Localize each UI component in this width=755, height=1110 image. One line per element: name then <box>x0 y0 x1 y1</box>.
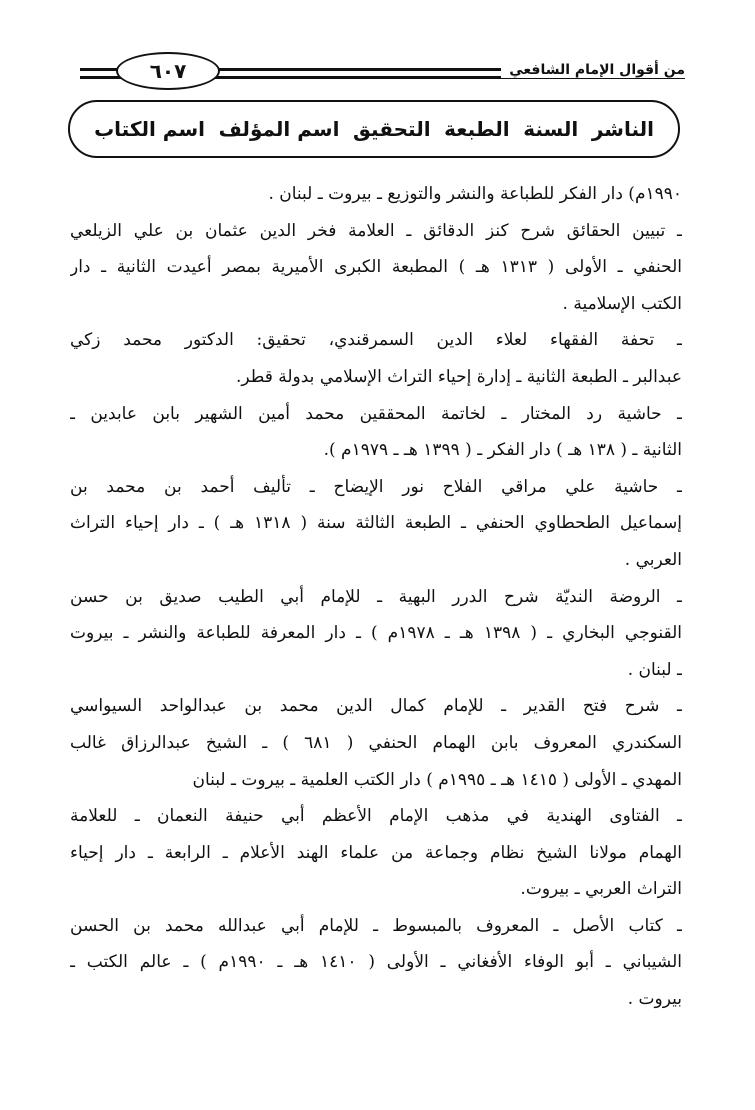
page-number: ٦٠٧ <box>116 52 220 90</box>
bibliography-entry <box>70 798 682 908</box>
bibliography-entry <box>70 176 682 213</box>
bibliography-entry <box>70 213 682 323</box>
entry-line: ـ تبيين الحقائق شرح كنز الدقائق ـ العلامة فخر الدين عثمان بن علي الزيلعي <box>70 220 682 241</box>
bibliography-list <box>70 176 682 1018</box>
entry-line: ـ تحفة الفقهاء لعلاء الدين السمرقندي، تحقيق: الدكتور محمد زكي <box>70 330 682 351</box>
column-book-title: اسم الكتاب <box>94 117 205 141</box>
column-edition: الطبعة <box>444 117 510 141</box>
column-editor: التحقيق <box>353 117 431 141</box>
columns-header <box>68 100 680 158</box>
bibliography-entry <box>70 688 682 798</box>
entry-line: الحنفي ـ الأولى ( ١٣١٣ هـ ) المطبعة الكبرى الأميرية بمصر أعيدت الثانية ـ دار <box>70 257 682 278</box>
column-publisher: الناشر <box>591 117 654 141</box>
bibliography-entry <box>70 396 682 469</box>
entry-line: الشيباني ـ أبو الوفاء الأفغاني ـ الأولى ( ١٤١٠ هـ ـ ١٩٩٠م ) ـ عالم الكتب ـ <box>70 952 682 973</box>
entry-line: ـ الفتاوى الهندية في مذهب الإمام الأعظم أبي حنيفة النعمان ـ للعلامة <box>70 806 682 827</box>
entry-line: ـ حاشية علي مراقي الفلاح نور الإيضاح ـ تأليف أحمد بن محمد بن <box>70 476 682 497</box>
entry-line: ـ شرح فتح القدير ـ للإمام كمال الدين محمد بن عبدالواحد السيواسي <box>70 696 682 717</box>
bibliography-entry <box>70 469 682 579</box>
entry-line: السكندري المعروف بابن الهمام الحنفي ( ٦٨١ ) ـ الشيخ عبدالرزاق غالب <box>70 732 682 753</box>
entry-line: ١٩٩٠م) دار الفكر للطباعة والنشر والتوزيع ـ بيروت ـ لبنان . <box>268 184 682 204</box>
entry-line: الكتب الإسلامية . <box>562 293 682 314</box>
entry-line: الثانية ـ ( ١٣٨ هـ ) دار الفكر ـ ( ١٣٩٩ هـ ـ ١٩٧٩م ). <box>323 440 682 461</box>
entry-line: ـ كتاب الأصل ـ المعروف بالمبسوط ـ للإمام أبي عبدالله محمد بن الحسن <box>70 915 682 936</box>
column-year: السنة <box>523 117 579 141</box>
bibliography-entry <box>70 322 682 395</box>
entry-line: إسماعيل الطحطاوي الحنفي ـ الطبعة الثالثة سنة ( ١٣١٨ هـ ) ـ دار إحياء التراث <box>70 513 682 534</box>
entry-line: ـ حاشية رد المختار ـ لخاتمة المحققين محمد أمين الشهير بابن عابدين ـ <box>70 403 682 424</box>
entry-line: عبدالبر ـ الطبعة الثانية ـ إدارة إحياء التراث الإسلامي بدولة قطر. <box>236 366 682 387</box>
entry-line: الهمام مولانا الشيخ نظام وجماعة من علماء الهند الأعلام ـ الرابعة ـ دار إحياء <box>70 842 682 863</box>
entry-line: ـ الروضة النديّة شرح الدرر البهية ـ للإمام أبي الطيب صديق بن حسن <box>70 586 682 607</box>
entry-line: التراث العربي ـ بيروت. <box>520 879 682 900</box>
entry-line: بيروت . <box>627 989 682 1010</box>
entry-line: المهدي ـ الأولى ( ١٤١٥ هـ ـ ١٩٩٥م ) دار الكتب العلمية ـ بيروت ـ لبنان <box>192 769 682 790</box>
header-title: من أقوال الإمام الشافعي <box>501 62 685 78</box>
running-header <box>80 52 685 98</box>
entry-line: ـ لبنان . <box>627 659 682 680</box>
bibliography-entry <box>70 579 682 689</box>
entry-line: العربي . <box>624 549 682 570</box>
bibliography-entry <box>70 908 682 1018</box>
entry-line: القنوجي البخاري ـ ( ١٣٩٨ هـ ـ ١٩٧٨م ) ـ دار المعرفة للطباعة والنشر ـ بيروت <box>70 623 682 644</box>
column-author: اسم المؤلف <box>218 117 340 141</box>
